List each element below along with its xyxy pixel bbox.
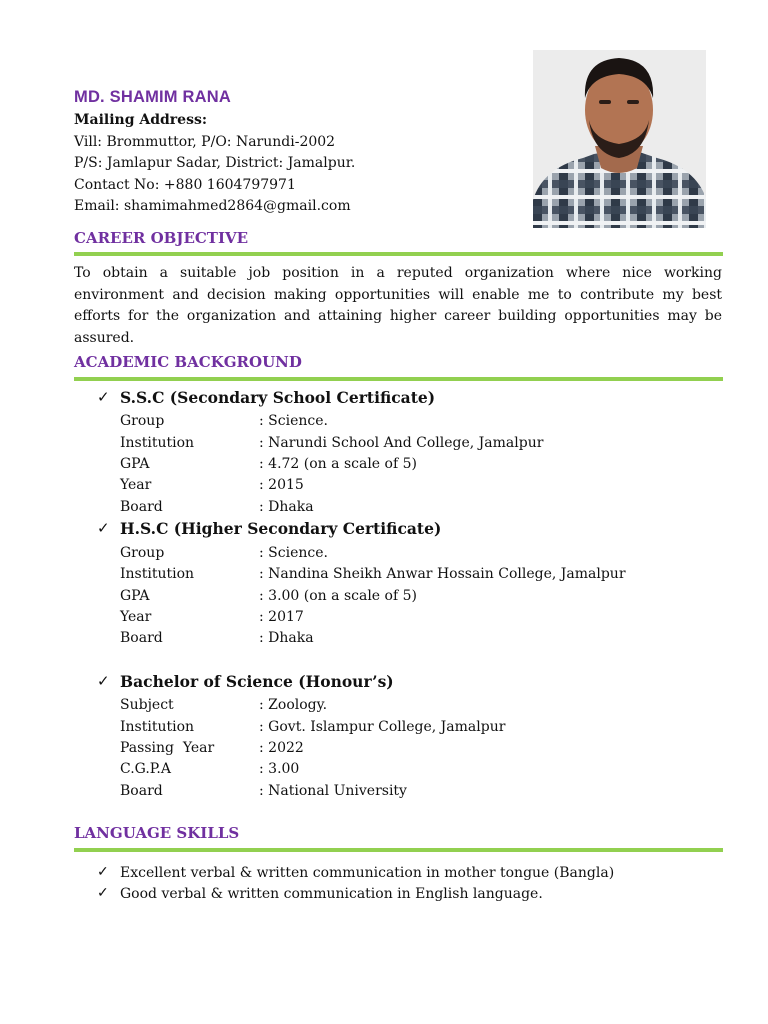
field-label: Year — [120, 609, 152, 625]
table-row — [120, 435, 543, 456]
field-value: : 3.00 — [259, 761, 300, 777]
field-label: Group — [120, 413, 165, 429]
address-line-2: P/S: Jamlapur Sadar, District: Jamalpur. — [74, 155, 356, 171]
table-row — [120, 477, 304, 498]
address-line-1: Vill: Brommuttor, P/O: Narundi-2002 — [74, 133, 336, 150]
table-row — [120, 761, 299, 782]
email-address: Email: shamimahmed2864@gmail.com — [74, 198, 351, 214]
field-label: Passing Year — [120, 740, 215, 756]
field-value: : Zoology. — [259, 697, 328, 713]
field-label: Board — [120, 783, 163, 799]
degree-title-ssc: S.S.C (Secondary School Certificate) — [120, 388, 436, 407]
field-value: : Dhaka — [259, 630, 314, 646]
degree-title-bsc: Bachelor of Science (Honour’s) — [120, 672, 394, 691]
field-value: : Govt. Islampur College, Jamalpur — [259, 719, 506, 735]
degree-title-hsc: H.S.C (Higher Secondary Certificate) — [120, 519, 442, 538]
table-row — [120, 609, 304, 630]
section-divider — [74, 377, 723, 381]
field-label: Institution — [120, 435, 195, 451]
field-value: : 3.00 (on a scale of 5) — [259, 588, 417, 604]
table-row — [120, 630, 314, 651]
list-item: Excellent verbal & written communication in mother tongue (Bangla) — [120, 865, 615, 881]
field-value: : 2017 — [259, 609, 304, 625]
field-value: : Nandina Sheikh Anwar Hossain College, Jamalpur — [259, 566, 626, 582]
table-row — [120, 566, 626, 587]
table-row — [120, 588, 417, 609]
field-label: GPA — [120, 588, 150, 604]
field-label: Board — [120, 499, 163, 515]
table-row — [120, 545, 328, 566]
section-divider — [74, 252, 723, 256]
field-label: Institution — [120, 566, 195, 582]
check-icon: ✓ — [97, 672, 110, 690]
table-row — [120, 719, 505, 740]
table-row — [120, 413, 328, 434]
table-row — [120, 456, 417, 477]
table-row — [120, 783, 407, 804]
check-icon: ✓ — [97, 519, 110, 537]
list-item: Good verbal & written communication in English language. — [120, 886, 543, 902]
language-skills-heading: LANGUAGE SKILLS — [74, 824, 240, 842]
field-value: : Science. — [259, 413, 328, 429]
contact-number: Contact No: +880 1604797971 — [74, 176, 296, 193]
field-label: C.G.P.A — [120, 761, 171, 777]
field-value: : National University — [259, 783, 407, 799]
candidate-name: MD. SHAMIM RANA — [74, 88, 231, 106]
field-value: : Science. — [259, 545, 328, 561]
check-icon: ✓ — [97, 885, 109, 901]
section-divider — [74, 848, 723, 852]
check-icon: ✓ — [97, 388, 110, 406]
table-row — [120, 740, 304, 761]
field-label: Board — [120, 630, 163, 646]
mailing-address-label: Mailing Address: — [74, 112, 208, 128]
mailing-address-block — [74, 110, 355, 218]
field-value: : 2022 — [259, 740, 304, 756]
field-label: Year — [120, 477, 152, 493]
check-icon: ✓ — [97, 864, 109, 880]
academic-background-heading: ACADEMIC BACKGROUND — [74, 353, 302, 371]
field-value: : Dhaka — [259, 499, 314, 515]
profile-photo-image — [533, 50, 706, 228]
career-objective-text: To obtain a suitable job position in a reputed organization where nice working environment and decision making opportunities will enable me to contribute my best efforts for the organization and attaining higher career building opportunities may be assured. — [74, 265, 722, 346]
field-label: GPA — [120, 456, 150, 472]
field-label: Institution — [120, 719, 195, 735]
profile-photo — [533, 50, 706, 228]
field-label: Subject — [120, 697, 174, 713]
field-value: : 4.72 (on a scale of 5) — [259, 456, 417, 472]
field-value: : Narundi School And College, Jamalpur — [259, 435, 544, 451]
career-objective-heading: CAREER OBJECTIVE — [74, 229, 249, 247]
table-row — [120, 499, 314, 520]
field-label: Group — [120, 545, 165, 561]
field-value: : 2015 — [259, 477, 304, 493]
table-row — [120, 697, 327, 718]
